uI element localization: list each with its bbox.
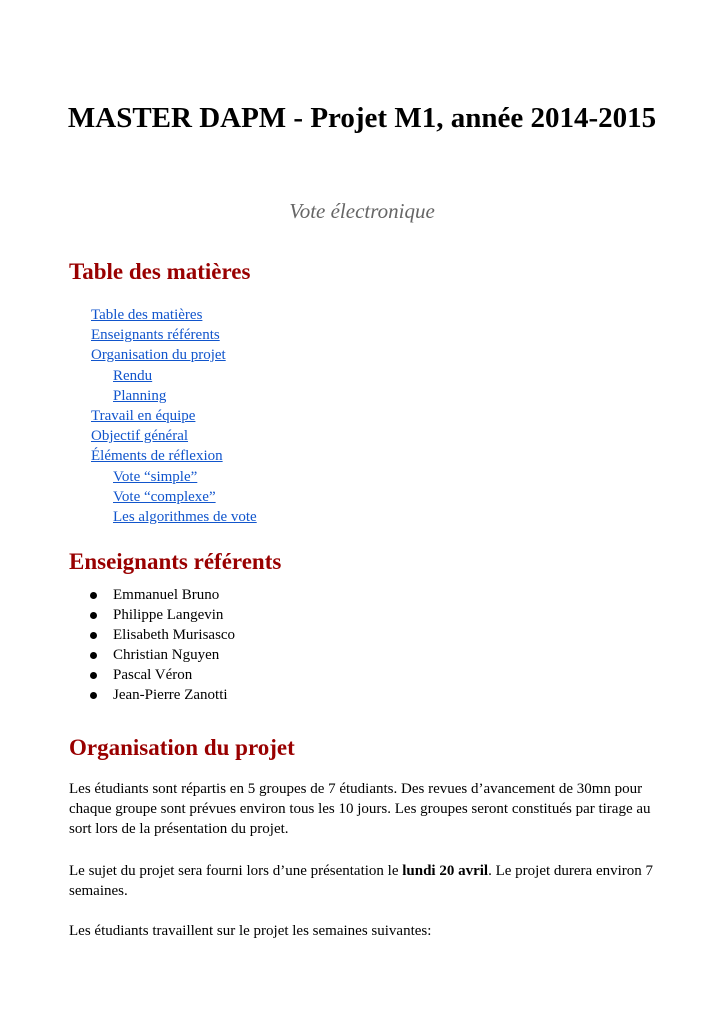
list-item xyxy=(69,666,235,686)
toc-item xyxy=(91,468,257,488)
toc-item xyxy=(91,407,257,427)
teacher-name: Emmanuel Bruno xyxy=(113,587,220,603)
list-item xyxy=(69,646,235,666)
bullet-icon xyxy=(90,652,97,659)
list-item xyxy=(69,586,235,606)
toc-link[interactable]: Organisation du projet xyxy=(91,347,226,364)
toc-item xyxy=(91,367,257,387)
list-item xyxy=(69,686,235,706)
table-of-contents xyxy=(91,306,257,528)
toc-item xyxy=(91,326,257,346)
toc-link[interactable]: Éléments de réflexion xyxy=(91,448,223,465)
bullet-icon xyxy=(90,692,97,699)
toc-link[interactable]: Vote “complexe” xyxy=(113,488,216,505)
teachers-heading: Enseignants référents xyxy=(69,549,282,574)
teacher-name: Philippe Langevin xyxy=(113,607,224,623)
teacher-name: Pascal Véron xyxy=(113,667,193,683)
toc-item xyxy=(91,508,257,528)
organisation-paragraph-1: Les étudiants sont répartis en 5 groupes de 7 étudiants. Des revues d’avancement de 30mn pour chaque groupe sont prévues environ tous les 10 jours. Les groupes seront constitués par tirage au sort lors de la présentation du projet. xyxy=(69,781,651,837)
toc-item xyxy=(91,306,257,326)
toc-link[interactable]: Enseignants référents xyxy=(91,327,220,344)
p2-date-bold: lundi 20 avril xyxy=(402,863,489,879)
bullet-icon xyxy=(90,592,97,599)
bullet-icon xyxy=(90,612,97,619)
teachers-list xyxy=(69,586,235,706)
page-subtitle: Vote électronique xyxy=(289,199,435,223)
teacher-name: Christian Nguyen xyxy=(113,647,220,663)
list-item xyxy=(69,626,235,646)
toc-heading: Table des matières xyxy=(69,259,251,284)
toc-item xyxy=(91,387,257,407)
toc-link[interactable]: Planning xyxy=(113,387,167,404)
toc-item xyxy=(91,346,257,366)
toc-item xyxy=(91,427,257,447)
organisation-paragraph-2 xyxy=(69,861,659,901)
toc-link[interactable]: Les algorithmes de vote xyxy=(113,508,257,525)
toc-link[interactable]: Vote “simple” xyxy=(113,468,198,485)
organisation-paragraph-3: Les étudiants travaillent sur le projet les semaines suivantes: xyxy=(69,923,432,939)
list-item xyxy=(69,606,235,626)
toc-item xyxy=(91,488,257,508)
teacher-name: Elisabeth Murisasco xyxy=(113,627,236,643)
teacher-name: Jean-Pierre Zanotti xyxy=(113,687,228,703)
toc-link[interactable]: Table des matières xyxy=(91,307,203,323)
toc-item xyxy=(91,447,257,467)
toc-link[interactable]: Objectif général xyxy=(91,428,189,445)
toc-link[interactable]: Rendu xyxy=(113,367,153,384)
p2-text-after: . Le projet durera environ 7 semaines. xyxy=(69,863,654,899)
toc-link[interactable]: Travail en équipe xyxy=(91,407,196,424)
page-title: MASTER DAPM - Projet M1, année 2014-2015 xyxy=(67,102,657,134)
p2-text-before: Le sujet du projet sera fourni lors d’une présentation le xyxy=(69,863,403,879)
organisation-heading: Organisation du projet xyxy=(69,735,295,760)
bullet-icon xyxy=(90,632,97,639)
bullet-icon xyxy=(90,672,97,679)
